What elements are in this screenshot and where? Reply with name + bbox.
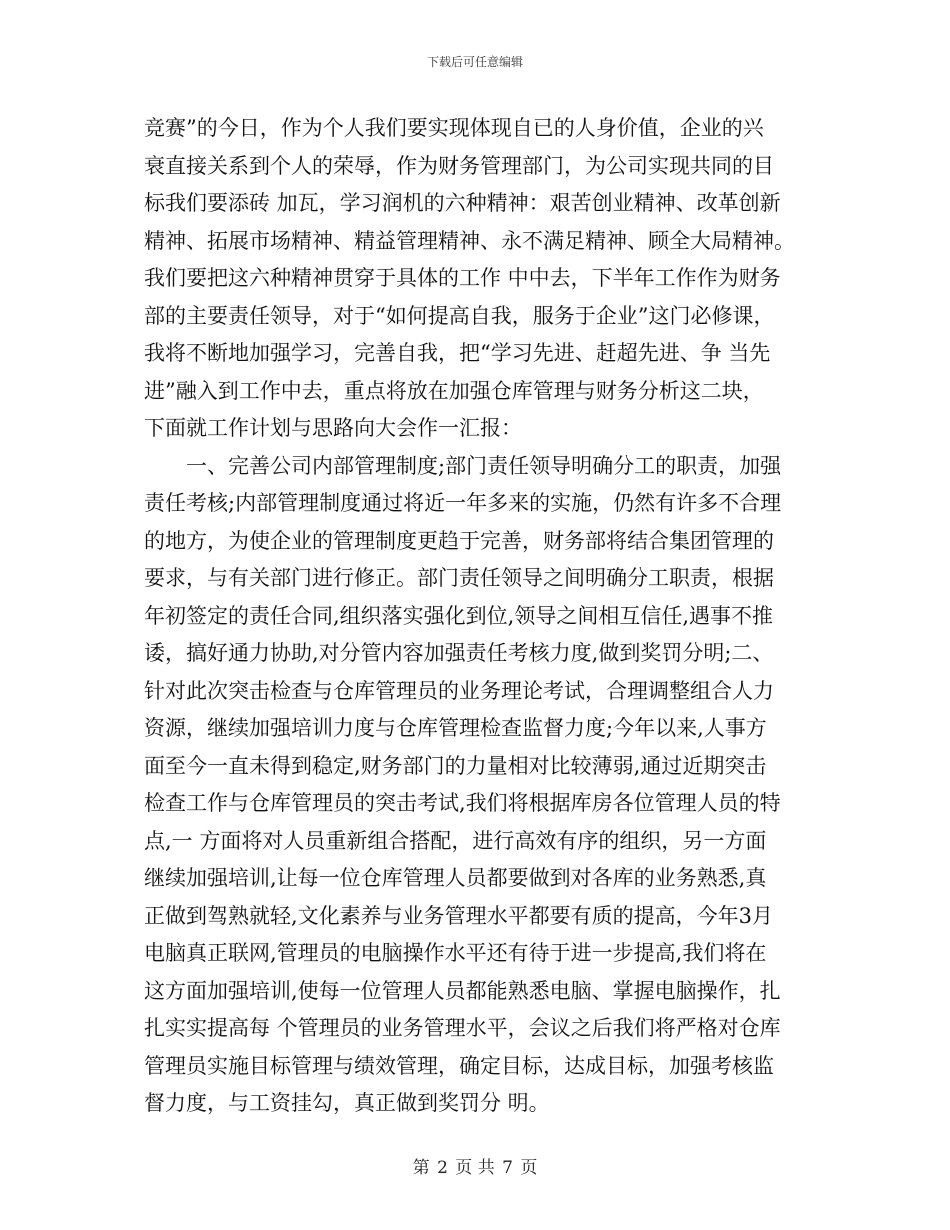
text-line: 管理员实施目标管理与绩效管理，确定目标，达成目标，加强考核监 — [144, 1053, 774, 1078]
text-line: 我们要把这六种精神贯穿于具体的工作 中中去，下半年工作作为财务 — [144, 266, 781, 290]
text-line: 督力度，与工资挂勾，真正做到奖罚分 明。 — [144, 1091, 550, 1115]
text-line: 扎实实提高每 个管理员的业务管理水平，会议之后我们将严格对仓库 — [144, 1016, 781, 1040]
footer-suffix: 页 — [520, 1158, 538, 1178]
text-line: 针对此次突击检查与仓库管理员的业务理论考试，合理调整组合人力 — [144, 678, 774, 703]
header-note: 下载后可任意编辑 — [426, 55, 523, 69]
text-line: 进”融入到工作中去，重点将放在加强仓库管理与财务分析这二块， — [144, 378, 764, 403]
text-line: 年初签定的责任合同,组织落实强化到位,领导之间相互信任,遇事不推 — [144, 603, 774, 628]
text-line: 精神、拓展市场精神、精益管理精神、永不满足精神、顾全大局精神。 — [144, 228, 795, 253]
text-line: 衰直接关系到个人的荣辱，作为财务管理部门，为公司实现共同的目 — [144, 153, 774, 178]
text-line: 一、完善公司内部管理制度;部门责任领导明确分工的职责，加强 — [144, 453, 782, 478]
text-line: 部的主要责任领导，对于“如何提高自我，服务于企业”这门必修课， — [144, 303, 775, 328]
text-line: 标我们要添砖 加瓦，学习润机的六种精神：艰苦创业精神、改革创新 — [144, 191, 781, 215]
text-line: 面至今一直未得到稳定,财务部门的力量相对比较薄弱,通过近期突击 — [144, 753, 767, 778]
text-line: 正做到驾熟就轻,文化素养与业务管理水平都要有质的提高，今年3月 — [144, 903, 774, 928]
text-line: 要求，与有关部门进行修正。部门责任领导之间明确分工职责，根据 — [144, 566, 774, 590]
text-line: 继续加强培训,让每一位仓库管理人员都要做到对各库的业务熟悉,真 — [144, 866, 767, 890]
text-line: 责任考核;内部管理制度通过将近一年多来的实施，仍然有许多不合理 — [144, 491, 782, 515]
text-line: 下面就工作计划与思路向大会作一汇报： — [144, 416, 522, 440]
text-line: 资源，继续加强培训力度与仓库管理检查监督力度;今年以来,人事方 — [144, 716, 767, 740]
text-line: 检查工作与仓库管理员的突击考试,我们将根据库房各位管理人员的特 — [144, 791, 781, 815]
text-line: 点,一 方面将对人员重新组合搭配，进行高效有序的组织，另一方面 — [144, 828, 767, 853]
text-line: 诿，搞好通力协助,对分管内容加强责任考核力度,做到奖罚分明;二、 — [144, 641, 774, 665]
page-footer — [0, 1153, 950, 1178]
text-line: 竞赛”的今日，作为个人我们要实现体现自已的人身价值，企业的兴 — [144, 116, 764, 140]
total-page-count: 7 — [502, 1158, 513, 1178]
text-line: 电脑真正联网,管理员的电脑操作水平还有待于进一步提高,我们将在 — [144, 941, 767, 965]
text-line: 的地方，为使企业的管理制度更趋于完善，财务部将结合集团管理的 — [144, 528, 774, 553]
document-body — [144, 110, 808, 1123]
text-line: 我将不断地加强学习，完善自我，把“学习先进、赶超先进、争 当先 — [144, 341, 771, 365]
text-line: 这方面加强培训,使每一位管理人员都能熟悉电脑、掌握电脑操作，扎 — [144, 978, 781, 1003]
footer-middle: 页 共 — [455, 1158, 495, 1178]
footer-prefix: 第 — [412, 1158, 430, 1178]
current-page-number: 2 — [437, 1158, 448, 1178]
